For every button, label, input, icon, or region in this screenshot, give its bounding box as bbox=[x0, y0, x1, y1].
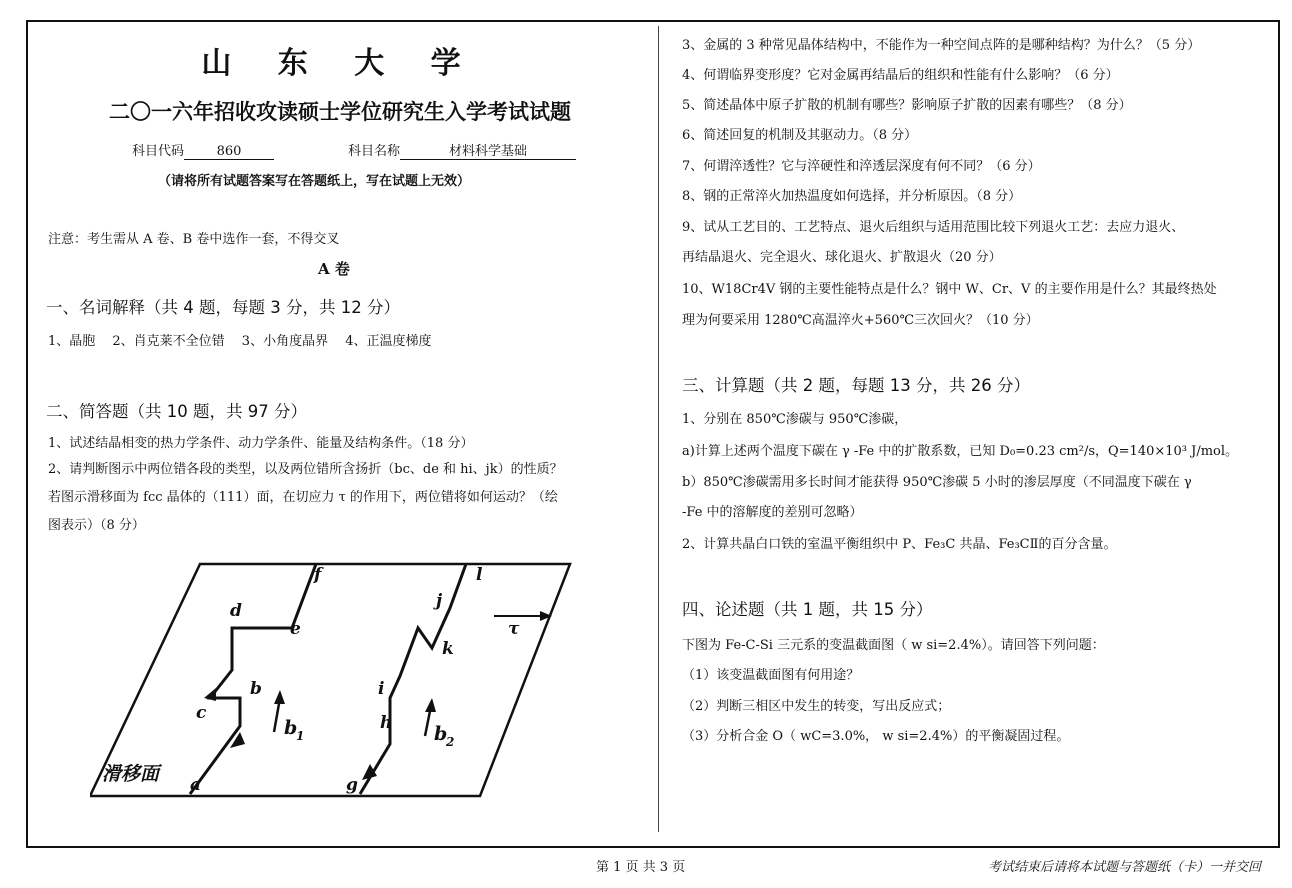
section4-heading: 四、论述题（共 1 题，共 15 分） bbox=[682, 600, 933, 619]
label-h: h bbox=[380, 713, 393, 733]
subject-name-value: 材料科学基础 bbox=[400, 140, 576, 160]
page-number: 第 1 页 共 3 页 bbox=[596, 860, 686, 875]
dislocation-2-line bbox=[360, 564, 466, 794]
label-g: g bbox=[346, 775, 358, 795]
question-10-line1: 10、W18Cr4V 钢的主要性能特点是什么？钢中 W、Cr、V 的主要作用是什么？其最终热处 bbox=[682, 282, 1217, 297]
label-c: c bbox=[196, 703, 207, 723]
label-b2-sub: 2 bbox=[446, 735, 455, 749]
subject-code bbox=[132, 140, 274, 160]
calc-question-2: 2、计算共晶白口铁的室温平衡组织中 P、Fe₃C 共晶、Fe₃CⅡ的百分含量。 bbox=[682, 537, 1117, 552]
question-7: 7、何谓淬透性？它与淬硬性和淬透层深度有何不同？（6 分） bbox=[682, 159, 1041, 174]
question-2-line3: 图表示）（8 分） bbox=[48, 518, 145, 533]
label-b: b bbox=[250, 679, 262, 699]
label-d: d bbox=[230, 601, 242, 621]
question-3: 3、金属的 3 种常见晶体结构中，不能作为一种空间点阵的是哪种结构？为什么？（5 分） bbox=[682, 38, 1201, 53]
section3-heading: 三、计算题（共 2 题，每题 13 分，共 26 分） bbox=[682, 376, 1030, 395]
label-a: a bbox=[190, 775, 202, 795]
question-10-line2: 理为何要采用 1280℃高温淬火+560℃三次回火？（10 分） bbox=[682, 313, 1039, 328]
label-tau: τ bbox=[508, 619, 520, 639]
label-b2: b bbox=[434, 723, 448, 745]
question-6: 6、简述回复的机制及其驱动力。（8 分） bbox=[682, 128, 918, 143]
question-5: 5、简述晶体中原子扩散的机制有哪些？影响原子扩散的因素有哪些？（8 分） bbox=[682, 98, 1132, 113]
question-2-line2: 若图示滑移面为 fcc 晶体的（111）面，在切应力 τ 的作用下，两位错将如何运动？（绘 bbox=[48, 490, 558, 505]
subject-code-value: 860 bbox=[184, 144, 274, 160]
label-b1: b bbox=[284, 717, 298, 739]
discussion-question-1: （1）该变温截面图有何用途？ bbox=[682, 668, 860, 683]
subject-name-label: 科目名称 bbox=[348, 144, 401, 159]
calc-question-1b-line1: b）850℃渗碳需用多长时间才能获得 950℃渗碳 5 小时的渗层厚度（不同温度下碳在 γ bbox=[682, 475, 1192, 490]
question-1: 1、试述结晶相变的热力学条件、动力学条件、能量及结构条件。（18 分） bbox=[48, 436, 474, 451]
label-i: i bbox=[378, 679, 385, 699]
calc-question-1: 1、分别在 850℃渗碳与 950℃渗碳， bbox=[682, 412, 908, 427]
question-2-line1: 2、请判断图示中两位错各段的类型，以及两位错所含扬折（bc、de 和 hi、jk）的性质？ bbox=[48, 462, 563, 477]
calc-question-1b-line2: -Fe 中的溶解度的差别可忽略） bbox=[682, 505, 863, 520]
slip-plane bbox=[90, 564, 570, 796]
paper-label: A 卷 bbox=[318, 260, 350, 278]
university-title: 山 东 大 学 bbox=[201, 46, 479, 81]
label-j: j bbox=[436, 591, 443, 611]
burgers-vector-2-head bbox=[425, 698, 436, 712]
slip-plane-label: 滑移面 bbox=[102, 763, 160, 785]
question-9-line2: 再结晶退火、完全退火、球化退火、扩散退火（20 分） bbox=[682, 250, 1002, 265]
discussion-question-2: （2）判断三相区中发生的转变，写出反应式； bbox=[682, 699, 951, 714]
discussion-question-3: （3）分析合金 O（ wC=3.0%， w si=2.4%）的平衡凝固过程。 bbox=[682, 729, 1070, 744]
label-k: k bbox=[442, 639, 454, 659]
label-l: l bbox=[476, 565, 483, 585]
question-8: 8、钢的正常淬火加热温度如何选择，并分析原因。（8 分） bbox=[682, 189, 1022, 204]
question-9-line1: 9、试从工艺目的、工艺特点、退火后组织与适用范围比较下列退火工艺：去应力退火、 bbox=[682, 220, 1185, 235]
section2-heading: 二、简答题（共 10 题，共 97 分） bbox=[46, 402, 307, 421]
dislocation-figure bbox=[90, 558, 580, 808]
label-f: f bbox=[314, 565, 322, 585]
subject-name bbox=[348, 140, 576, 160]
section1-items: 1、晶胞 2、肖克莱不全位错 3、小角度晶界 4、正温度梯度 bbox=[48, 334, 432, 349]
column-divider bbox=[658, 26, 659, 832]
return-note: 考试结束后请将本试题与答题纸（卡）一并交回 bbox=[988, 860, 1262, 875]
burgers-vector-1-head bbox=[274, 690, 285, 704]
dislocation-1-arrow bbox=[204, 688, 216, 701]
label-e: e bbox=[290, 619, 301, 639]
exam-title: 二〇一六年招收攻读硕士学位研究生入学考试试题 bbox=[109, 99, 571, 124]
section1-heading: 一、名词解释（共 4 题，每题 3 分，共 12 分） bbox=[46, 298, 400, 317]
exam-notice: 注意：考生需从 A 卷、B 卷中选作一套，不得交叉 bbox=[48, 232, 340, 247]
answer-notice: （请将所有试题答案写在答题纸上，写在试题上无效） bbox=[158, 174, 471, 189]
question-4: 4、何谓临界变形度？它对金属再结晶后的组织和性能有什么影响？（6 分） bbox=[682, 68, 1119, 83]
label-b1-sub: 1 bbox=[296, 729, 305, 743]
subject-code-label: 科目代码 bbox=[132, 144, 185, 159]
discussion-intro: 下图为 Fe-C-Si 三元系的变温截面图（ w si=2.4%）。请回答下列问题： bbox=[682, 638, 1105, 653]
calc-question-1a: a)计算上述两个温度下碳在 γ -Fe 中的扩散系数，已知 D₀=0.23 cm²/s，Q=140×10³ J/mol。 bbox=[682, 444, 1239, 459]
